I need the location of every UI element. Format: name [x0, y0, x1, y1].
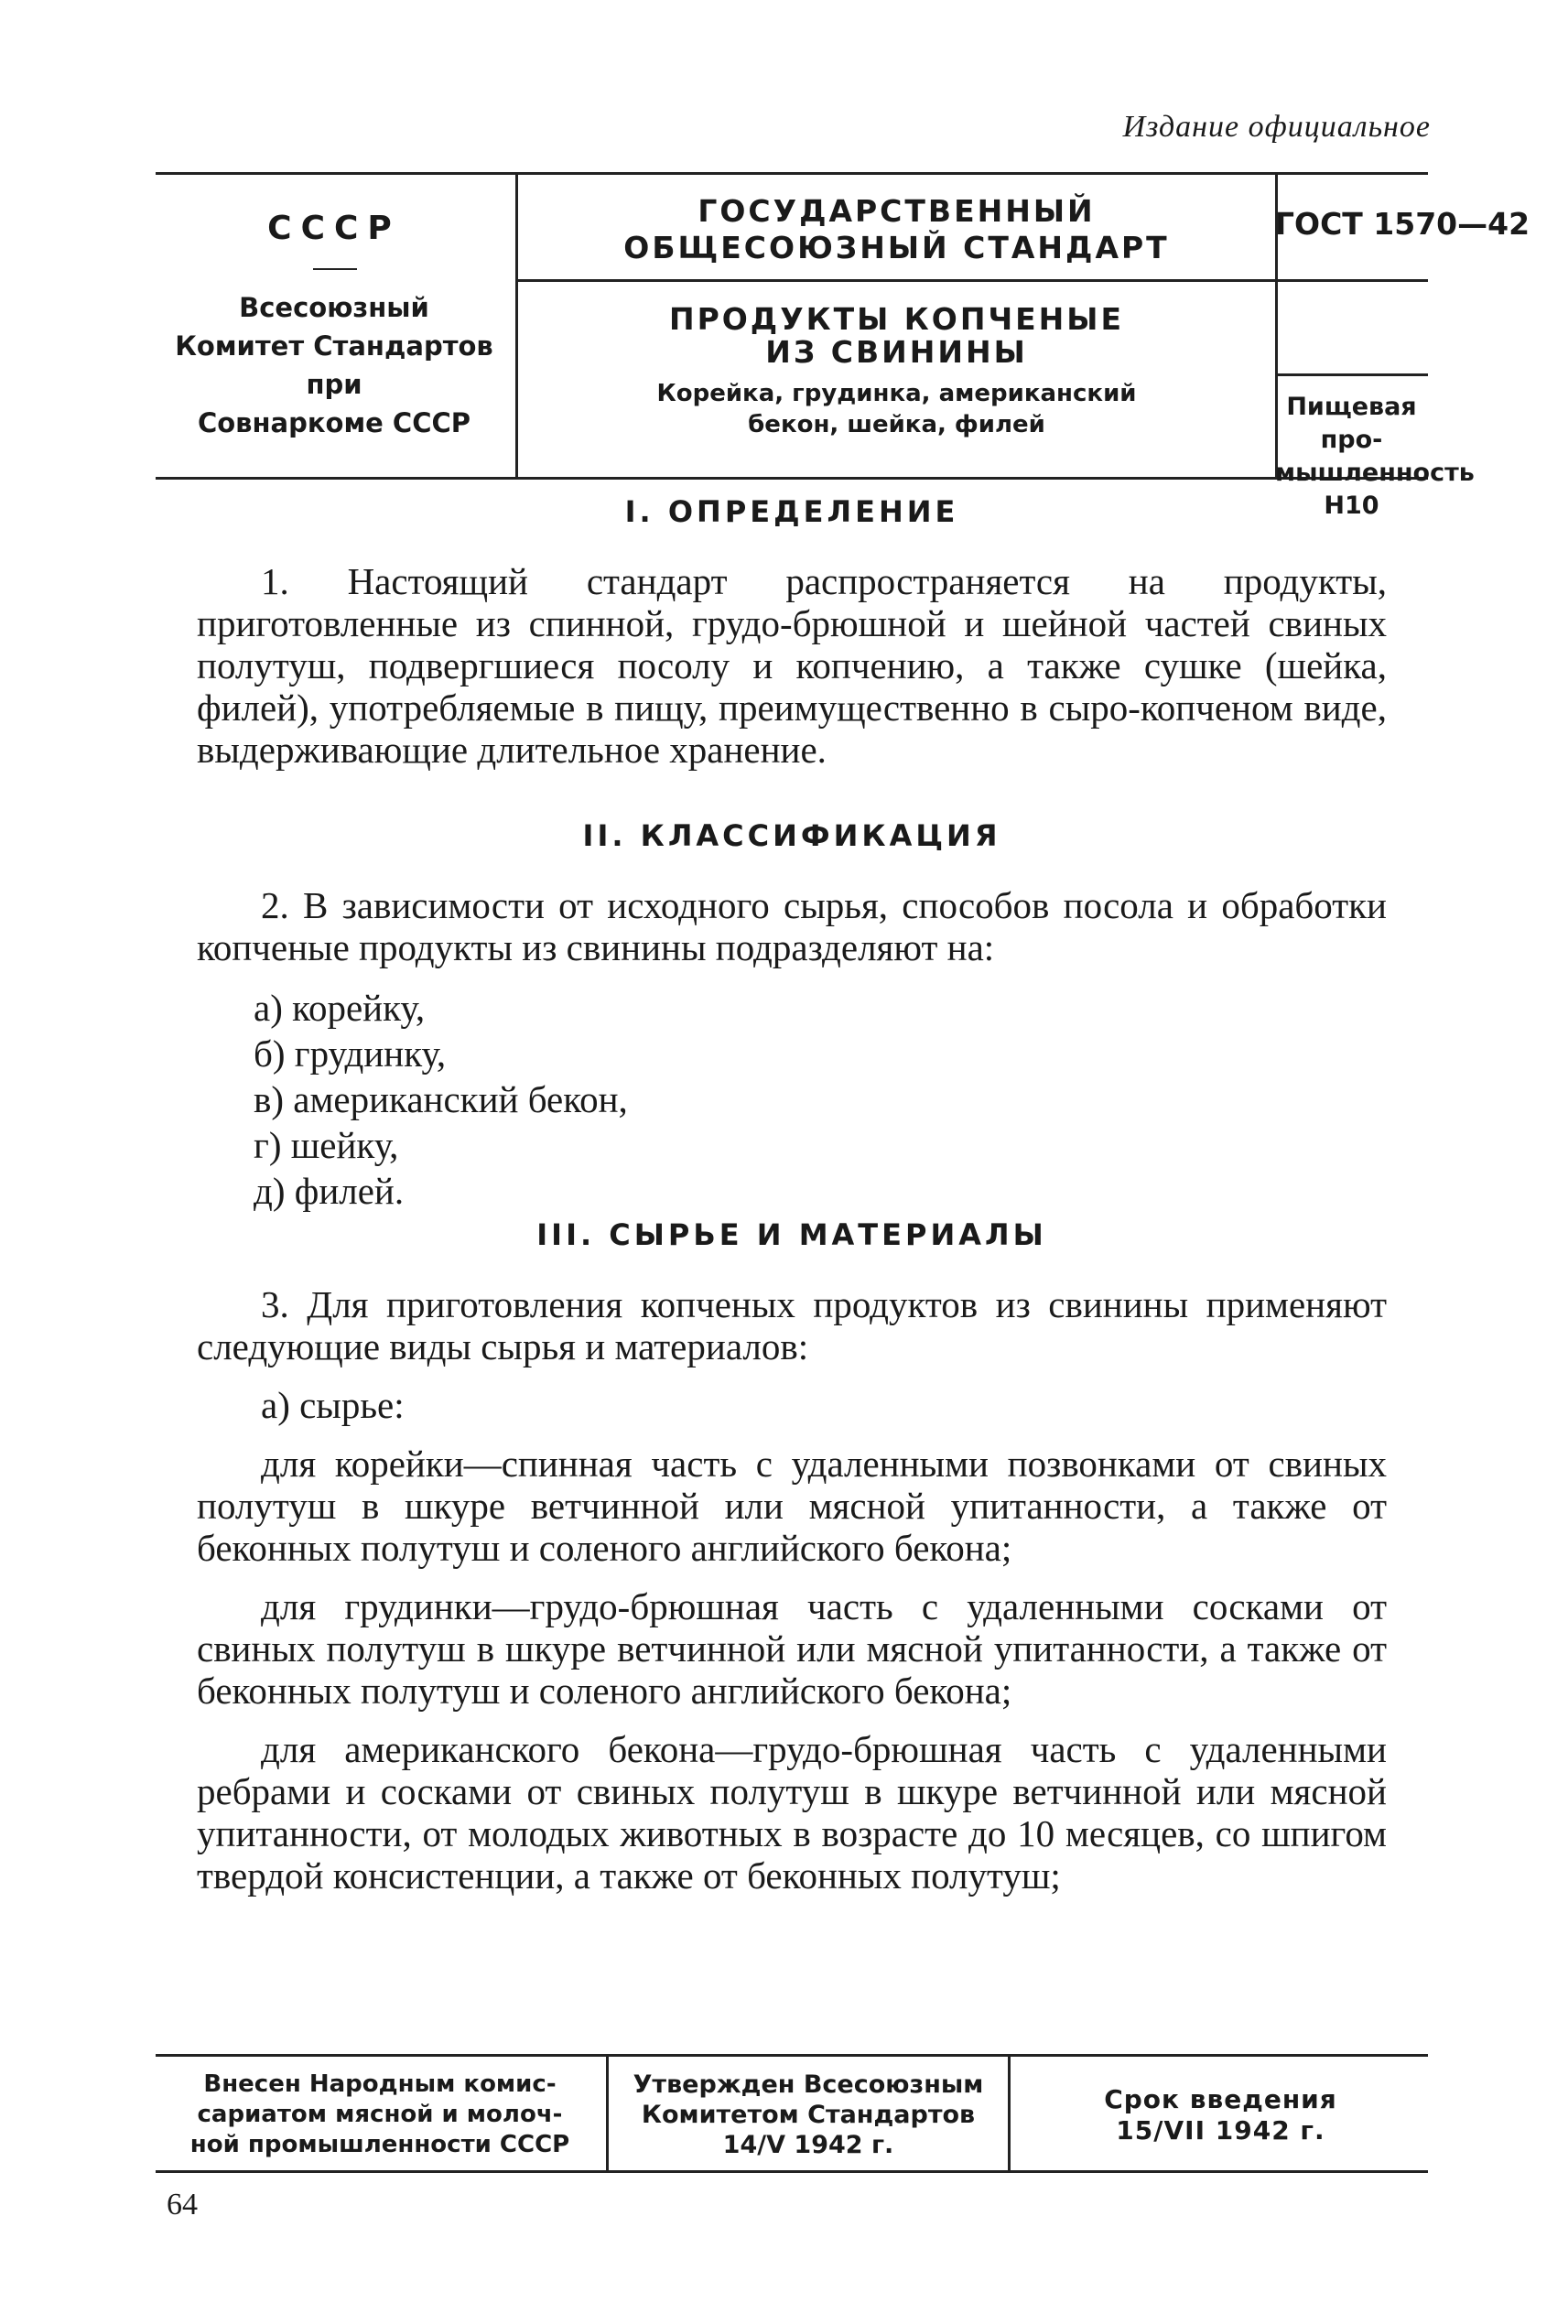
paragraph: 2. В зависимости от исходного сырья, способов посола и обработки копченые продукты из свинины подразделяют на:	[197, 884, 1387, 968]
industry-line: мышленность Н10	[1275, 459, 1475, 520]
gost-box	[1275, 175, 1530, 282]
product-title-line: ПРОДУКТЫ КОПЧЕНЫЕ	[668, 301, 1125, 337]
committee-line: Всесоюзный	[239, 292, 429, 323]
introduced-line: Внесен Народным комис-	[203, 2070, 557, 2098]
header-code-block	[1275, 175, 1530, 520]
product-title	[518, 303, 1275, 369]
edition-label: Издание официальное	[1122, 110, 1431, 144]
blank-box	[1275, 282, 1428, 376]
introduced-line: сариатом мясной и молоч-	[197, 2101, 563, 2128]
page-number: 64	[167, 2188, 198, 2221]
list-item: в) американский бекон,	[254, 1078, 628, 1120]
effective-date	[1013, 2084, 1428, 2146]
paragraph: для грудинки—грудо-брюшная часть с удаленными сосками от свиных полутуш в шкуре ветчинной или мясной упитанности, а также от беконных полутуш и соленого английского бекона;	[197, 1585, 1387, 1712]
gost-number: ГОСТ 1570—42	[1275, 206, 1530, 242]
list-item: а) корейку,	[254, 987, 426, 1029]
approved-line: 14/V 1942 г.	[722, 2131, 894, 2159]
committee-name	[156, 288, 513, 442]
paragraph: а) сырье:	[261, 1384, 405, 1426]
list-item: г) шейку,	[254, 1124, 399, 1166]
committee-line: Совнаркоме СССР	[197, 407, 471, 438]
standard-footer	[156, 2054, 1428, 2173]
product-title-line: ИЗ СВИНИНЫ	[765, 334, 1028, 370]
section-title: I. ОПРЕДЕЛЕНИЕ	[624, 494, 959, 529]
approved-line: Утвержден Всесоюзным	[633, 2070, 984, 2099]
paragraph: 1. Настоящий стандарт распространяется на продукты, приготовленные из спинной, грудо-брюшной и шейной частей свиных полутуш, подвергшиеся посолу и копчению, а также сушке (шейка, филей), употребляемые в пищу, преимущественно в сыро-копченом виде, выдерживающие длительное хранение.	[197, 560, 1387, 771]
product-subtitle-line: бекон, шейка, филей	[748, 411, 1045, 438]
section-title: III. СЫРЬЕ И МАТЕРИАЛЫ	[536, 1217, 1047, 1252]
paragraph: для корейки—спинная часть с удаленными позвонками от свиных полутуш в шкуре ветчинной или мясной упитанности, а также от беконных полутуш и соленого английского бекона;	[197, 1443, 1387, 1569]
standard-type	[518, 175, 1275, 266]
section-classification	[197, 818, 1387, 1214]
introduced-by	[156, 2070, 604, 2160]
approved-line: Комитетом Стандартов	[641, 2101, 976, 2129]
standard-type-line: ОБЩЕСОЮЗНЫЙ СТАНДАРТ	[623, 230, 1170, 265]
section-title: II. КЛАССИФИКАЦИЯ	[582, 818, 1001, 853]
standard-type-box	[518, 175, 1275, 282]
effective-line: 15/VII 1942 г.	[1116, 2115, 1325, 2146]
introduced-line: ной промышленности СССР	[189, 2131, 570, 2158]
section-materials	[197, 1217, 1387, 1897]
product-subtitle-line: Корейка, грудинка, американский	[656, 380, 1137, 407]
document-body	[197, 494, 1387, 1913]
committee-line: Комитет Стандартов	[175, 330, 493, 362]
effective-line: Срок введения	[1104, 2084, 1337, 2114]
committee-line: при	[306, 369, 362, 400]
product-subtitle	[518, 378, 1275, 440]
header-issuer	[156, 175, 513, 477]
country-underline	[313, 268, 357, 270]
header-title-block	[515, 175, 1278, 477]
list-item: д) филей.	[254, 1170, 405, 1212]
paragraph: для американского бекона—грудо-брюшная часть с удаленными ребрами и сосками от свиных полутуш в шкуре ветчинной или мясной упитанности, от молодых животных в возрасте до 10 месяцев, со шпигом твердой консистенции, а также от беконных полутуш;	[197, 1728, 1387, 1897]
list-item: б) грудинку,	[254, 1032, 447, 1075]
approved-by	[606, 2057, 1011, 2170]
paragraph: 3. Для приготовления копченых продуктов из свинины применяют следующие виды сырья и материалов:	[197, 1283, 1387, 1367]
standard-type-line: ГОСУДАРСТВЕННЫЙ	[697, 193, 1096, 229]
industry-line: Пищевая про-	[1286, 393, 1417, 454]
section-definition	[197, 494, 1387, 771]
country-label: СССР	[267, 210, 401, 247]
